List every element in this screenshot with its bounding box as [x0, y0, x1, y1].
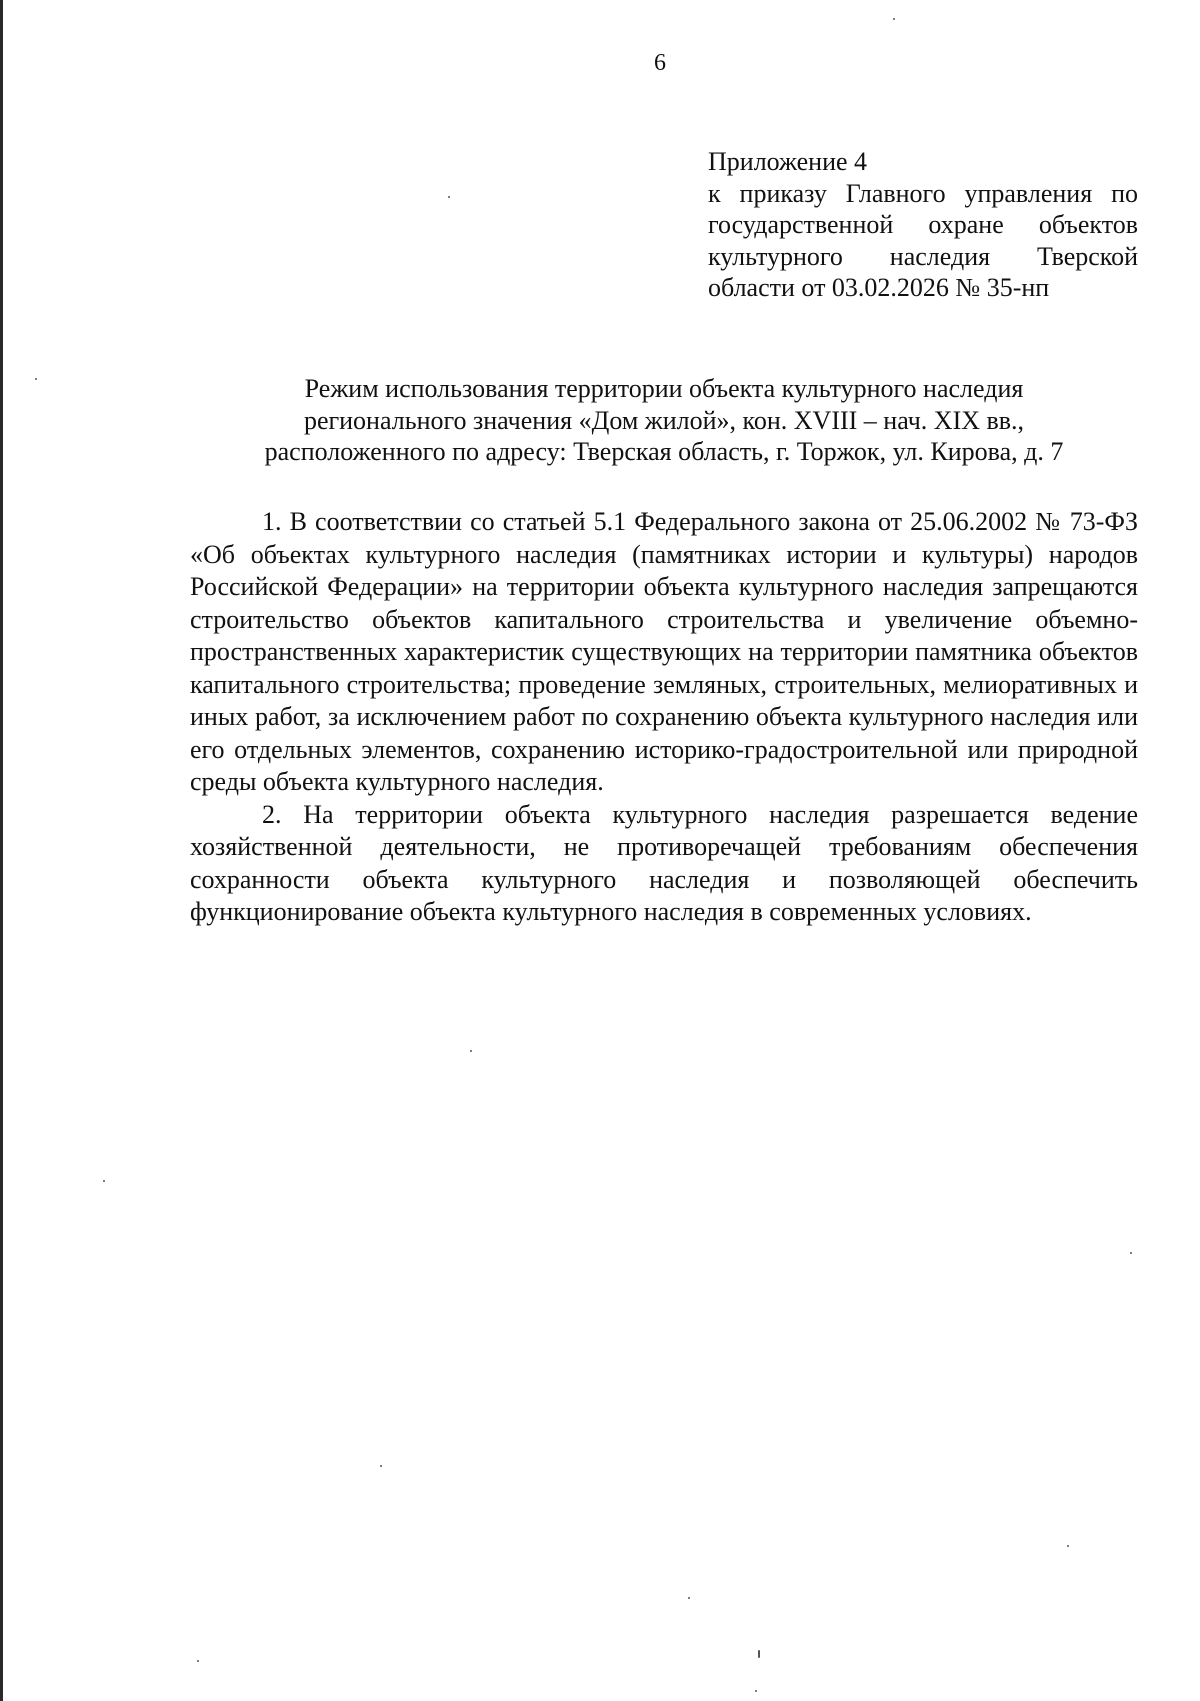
scan-speck	[35, 378, 37, 380]
appendix-line: государственной охране объектов	[708, 210, 1138, 239]
appendix-line: к приказу Главного управления по	[708, 178, 1138, 208]
scan-speck	[103, 1180, 105, 1182]
appendix-header	[708, 146, 1138, 304]
appendix-title: Приложение 4	[708, 147, 868, 176]
appendix-line: области от 03.02.2026 № 35-нп	[708, 273, 1050, 302]
scan-speck	[197, 1660, 199, 1662]
scan-speck	[1130, 1252, 1132, 1254]
document-body	[190, 506, 1138, 929]
paragraph-2: 2. На территории объекта культурного наследия разрешается ведение хозяйственной деятельности, не противоречащей требованиям обеспечения сохранности объекта культурного наследия и позволяющей обеспечить функционирование объекта культурного наследия в современных условиях.	[190, 799, 1138, 926]
scan-speck	[380, 1465, 382, 1467]
title-line: расположенного по адресу: Тверская область, г. Торжок, ул. Кирова, д. 7	[264, 437, 1064, 466]
scan-speck	[755, 1690, 757, 1692]
paragraph-1: 1. В соответствии со статьей 5.1 Федерального закона от 25.06.2002 № 73-ФЗ «Об объектах культурного наследия (памятниках истории и культуры) народов Российской Федерации» на территории объекта культурного наследия запрещаются строительство объектов капитального строительства и увеличение объемно-пространственных характеристик существующих на территории памятника объектов капитального строительства; проведение земляных, строительных, мелиоративных и иных работ, за исключением работ по сохранению объекта культурного наследия или его отдельных элементов, сохранению историко-градостроительной или природной среды объекта культурного наследия.	[190, 507, 1138, 796]
scan-speck	[893, 18, 895, 20]
page-number: 6	[654, 50, 666, 76]
scan-speck	[448, 196, 450, 198]
scan-speck	[1067, 1545, 1069, 1547]
title-line: Режим использования территории объекта культурного наследия	[304, 374, 1024, 403]
scan-speck	[758, 1650, 760, 1658]
document-title	[190, 373, 1138, 468]
scan-speck	[470, 1050, 472, 1052]
appendix-line: культурного наследия Тверской	[708, 241, 1138, 271]
title-line: регионального значения «Дом жилой», кон. XVIII – нач. XIX вв.,	[303, 405, 1025, 435]
scan-speck	[688, 1597, 690, 1599]
scan-edge	[0, 0, 3, 1701]
